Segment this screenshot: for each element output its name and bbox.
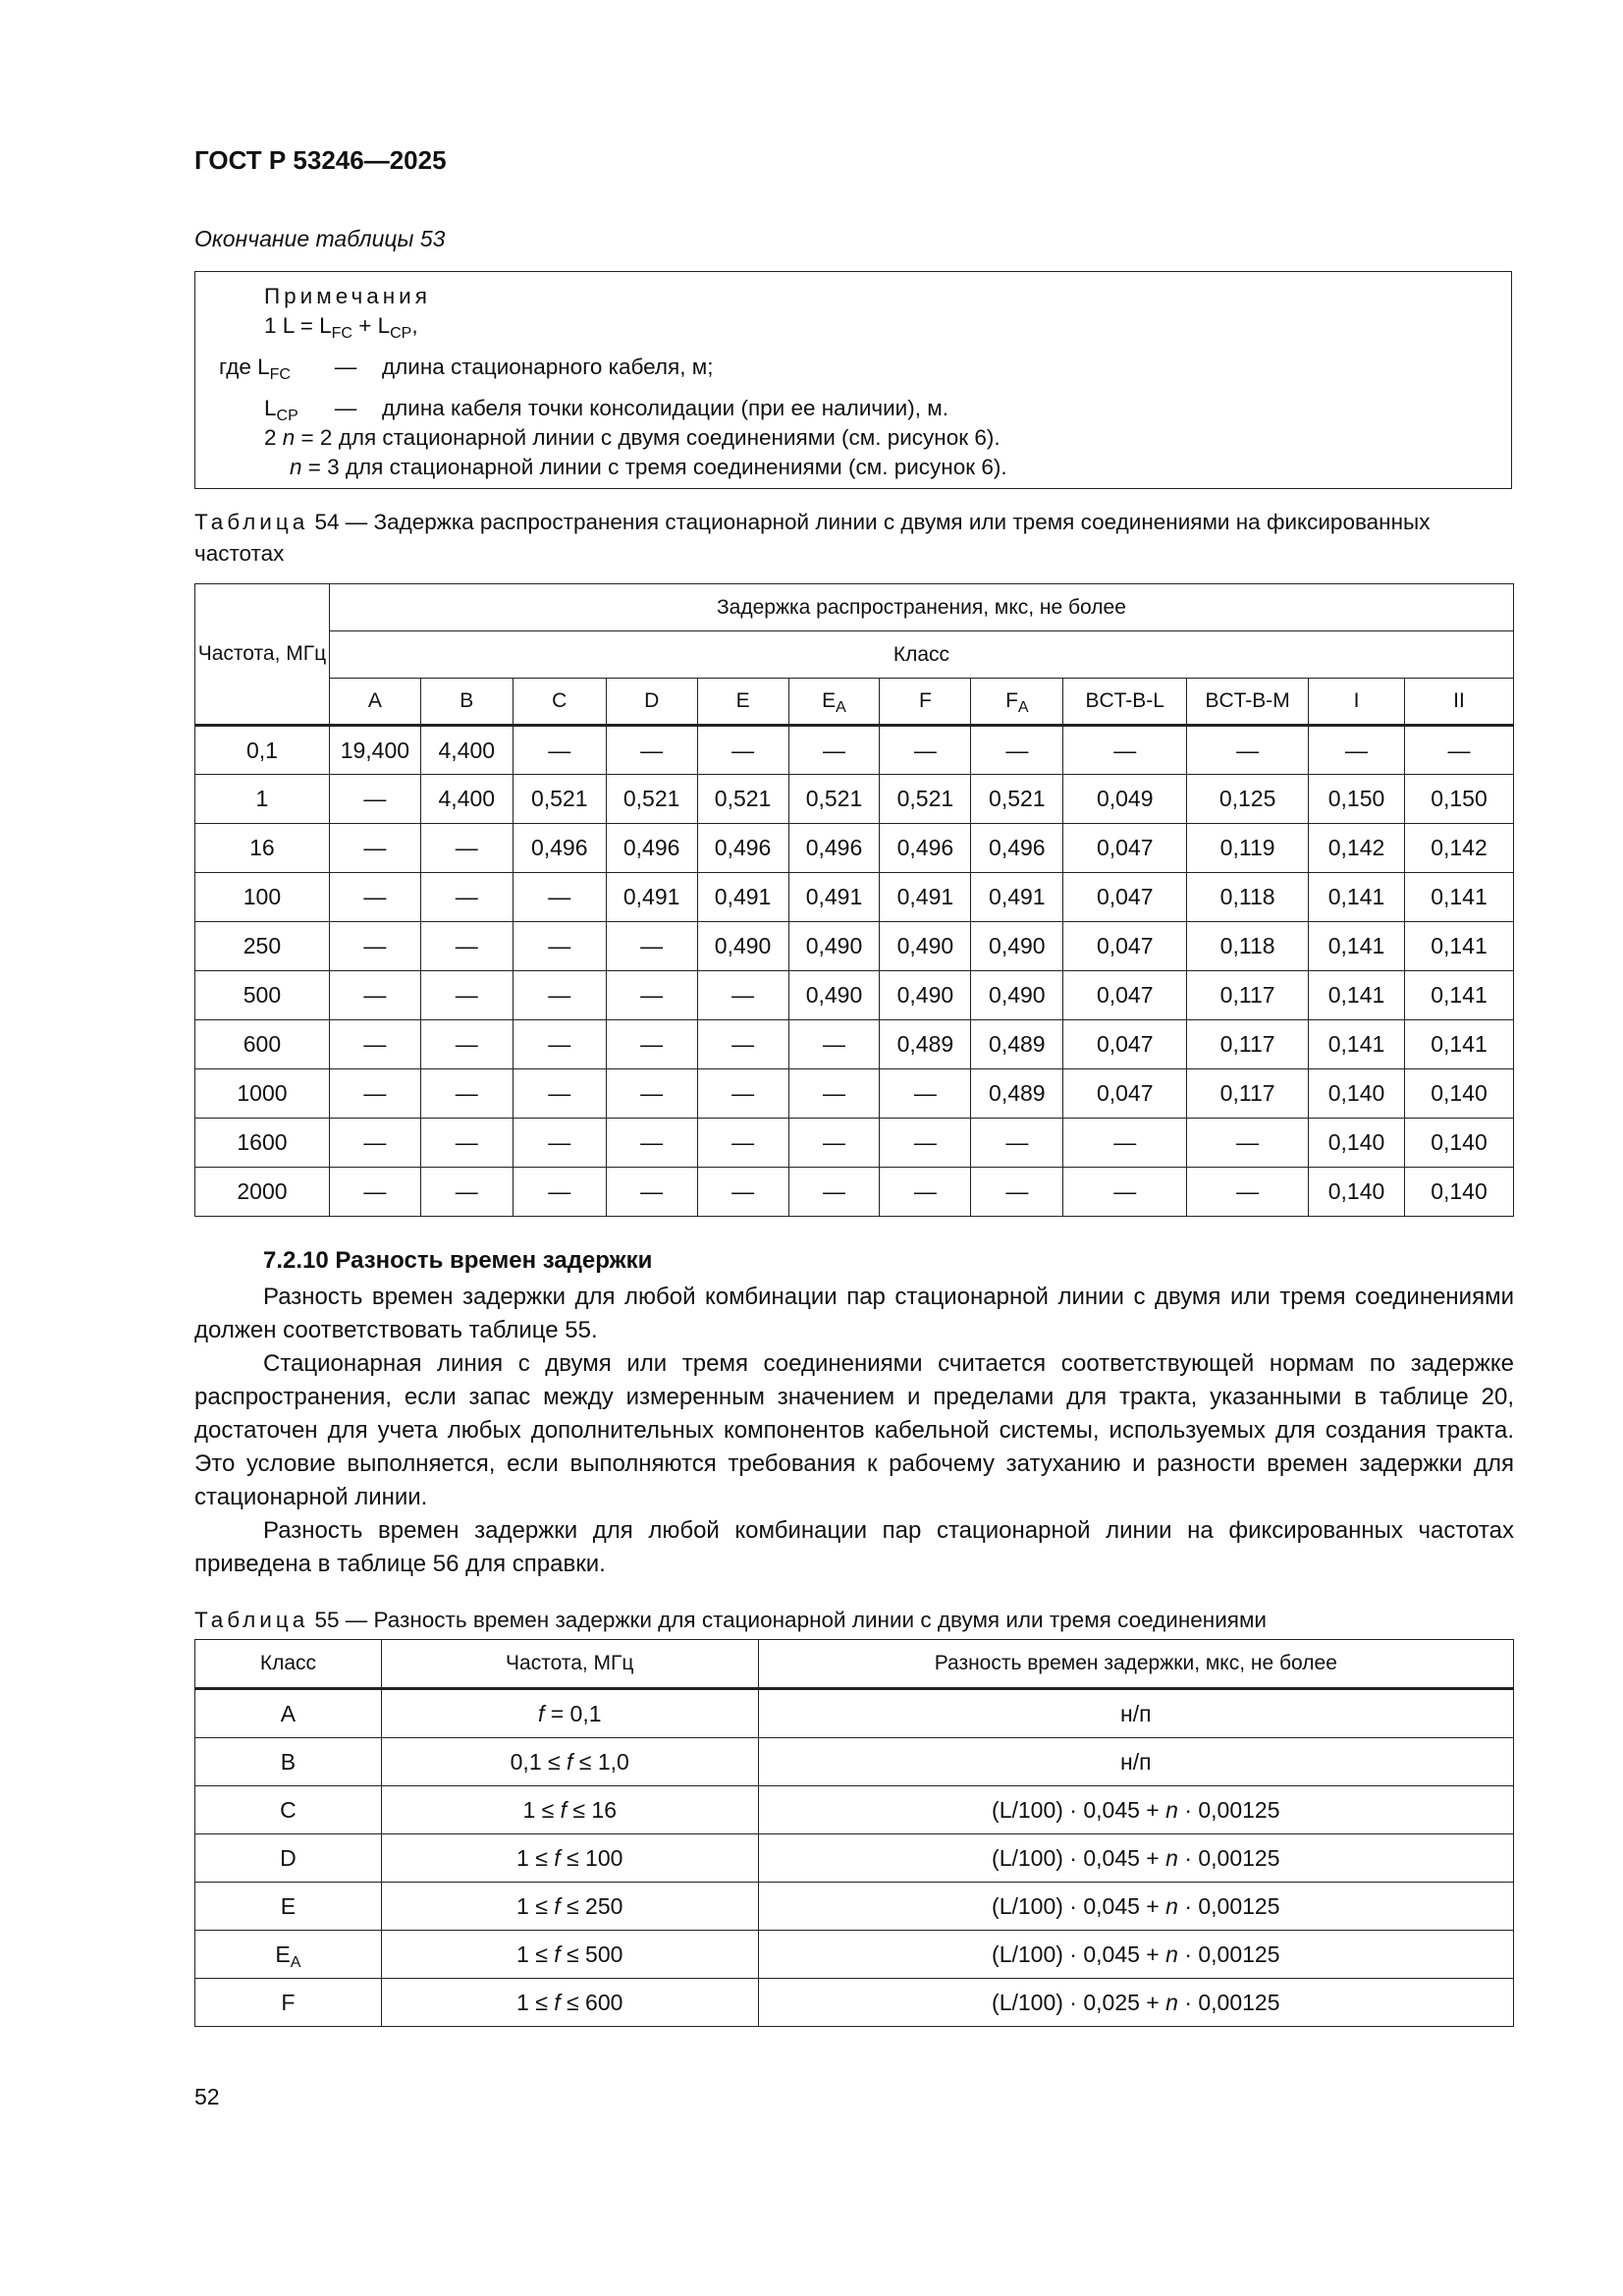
note1-def-fc-dash: —	[334, 355, 357, 379]
delay-cell: —	[606, 1069, 697, 1119]
frequency-cell: 1	[195, 775, 330, 824]
delay-cell: —	[420, 971, 513, 1020]
class-header-cell: BCT-B-L	[1063, 679, 1187, 726]
table-row	[195, 1020, 1514, 1069]
class-cell: D	[195, 1834, 382, 1883]
class-header-cell: $E_A$	[788, 679, 880, 726]
delay-cell: —	[788, 1119, 880, 1168]
delay-cell: 0,491	[606, 873, 697, 922]
frequency-range-cell: 1 ≤ f ≤ 100	[381, 1834, 758, 1883]
frequency-cell: 1000	[195, 1069, 330, 1119]
frequency-cell: 1600	[195, 1119, 330, 1168]
delay-diff-cell: (L/100) · 0,045 + n · 0,00125	[758, 1786, 1513, 1834]
delay-cell: —	[697, 726, 788, 775]
delay-cell: —	[513, 922, 606, 971]
delay-cell: 0,141	[1404, 1020, 1513, 1069]
delay-cell: —	[329, 775, 420, 824]
class-cell: B	[195, 1738, 382, 1786]
delay-cell: —	[880, 726, 971, 775]
delay-cell: —	[788, 1020, 880, 1069]
delay-cell: —	[697, 971, 788, 1020]
table-row	[195, 1786, 1514, 1834]
class-header-cell: F	[880, 679, 971, 726]
delay-diff-cell: (L/100) · 0,045 + n · 0,00125	[758, 1834, 1513, 1883]
delay-cell: 0,490	[788, 922, 880, 971]
table-row	[195, 1979, 1514, 2027]
delay-cell: 0,049	[1063, 775, 1187, 824]
delay-cell: 0,496	[788, 824, 880, 873]
delay-cell: 0,491	[880, 873, 971, 922]
delay-cell: —	[1187, 726, 1309, 775]
delay-cell: —	[606, 1168, 697, 1217]
delay-cell: 0,047	[1063, 824, 1187, 873]
delay-cell: 0,140	[1309, 1119, 1405, 1168]
delay-cell: —	[420, 1168, 513, 1217]
class-header-cell: B	[420, 679, 513, 726]
delay-cell: —	[329, 1119, 420, 1168]
delay-cell: —	[329, 1069, 420, 1119]
delay-cell: 0,489	[971, 1020, 1063, 1069]
delay-cell: 0,521	[606, 775, 697, 824]
frequency-cell: 100	[195, 873, 330, 922]
delay-cell: —	[1187, 1168, 1309, 1217]
delay-cell: —	[1063, 1119, 1187, 1168]
delay-cell: —	[420, 873, 513, 922]
delay-cell: 0,496	[971, 824, 1063, 873]
delay-cell: 0,141	[1404, 873, 1513, 922]
class-header-row	[195, 679, 1514, 726]
table54-caption: Таблица 54 — Задержка распространения стационарной линии с двумя или тремя соединениями на фиксированных частотах	[194, 510, 1431, 566]
delay-cell: 0,119	[1187, 824, 1309, 873]
delay-cell: 0,490	[880, 971, 971, 1020]
delay-cell: —	[971, 1168, 1063, 1217]
delay-cell: 0,490	[971, 971, 1063, 1020]
class-cell: $E_A$	[195, 1931, 382, 1979]
delay-cell: 0,150	[1404, 775, 1513, 824]
frequency-cell: 500	[195, 971, 330, 1020]
delay-cell: 0,489	[971, 1069, 1063, 1119]
delay-cell: 0,141	[1309, 922, 1405, 971]
table-row	[195, 1931, 1514, 1979]
delay-cell: —	[420, 922, 513, 971]
table-row	[195, 1883, 1514, 1931]
table-row	[195, 1119, 1514, 1168]
delay-cell: —	[606, 1020, 697, 1069]
frequency-cell: 250	[195, 922, 330, 971]
class-cell: E	[195, 1883, 382, 1931]
delay-cell: —	[513, 1020, 606, 1069]
delay-cell: —	[788, 726, 880, 775]
class-header-cell: A	[329, 679, 420, 726]
table-row	[195, 1069, 1514, 1119]
table-row	[195, 824, 1514, 873]
delay-cell: —	[1404, 726, 1513, 775]
delay-cell: —	[329, 1168, 420, 1217]
table-row	[195, 775, 1514, 824]
note1-def-fc: где $L_{FC}$	[219, 355, 291, 383]
table-row	[195, 726, 1514, 775]
delay-cell: 0,142	[1309, 824, 1405, 873]
delay-cell: 0,141	[1404, 971, 1513, 1020]
delay-cell: 0,118	[1187, 922, 1309, 971]
table-row	[195, 1168, 1514, 1217]
delay-cell: 0,141	[1309, 971, 1405, 1020]
delay-cell: —	[513, 1119, 606, 1168]
section-title: 7.2.10 Разность времен задержки	[263, 1247, 653, 1274]
page-number: 52	[194, 2084, 220, 2109]
delay-cell: 0,491	[971, 873, 1063, 922]
class-cell: C	[195, 1786, 382, 1834]
delay-diff-cell: н/п	[758, 1689, 1513, 1738]
delay-cell: —	[329, 922, 420, 971]
delay-cell: 0,521	[971, 775, 1063, 824]
delay-cell: 0,117	[1187, 971, 1309, 1020]
col-header-class: Класс	[195, 1640, 382, 1689]
delay-cell: 0,496	[697, 824, 788, 873]
delay-cell: —	[420, 1069, 513, 1119]
table53-notes	[194, 271, 1512, 489]
note2-line1: 2 n = 2 для стационарной линии с двумя соединениями (см. рисунок 6).	[264, 425, 1001, 450]
delay-cell: 0,521	[513, 775, 606, 824]
table55	[194, 1639, 1514, 2027]
delay-cell: —	[697, 1020, 788, 1069]
delay-cell: —	[329, 1020, 420, 1069]
delay-cell: 0,141	[1309, 1020, 1405, 1069]
paragraph-2: Стационарная линия с двумя или тремя соединениями считается соответствующей нормам по задержке распространения, если запас между измеренным значением и пределами для тракта, указанными в таблице 20, достаточен для учета любых дополнительных компонентов кабельной системы, используемых для создания тракта. Это условие выполняется, если выполняются требования к рабочему затуханию и разности времен задержки для стационарной линии.	[194, 1350, 1514, 1510]
col-header-frequency: Частота, МГц	[195, 584, 330, 726]
delay-cell: —	[513, 971, 606, 1020]
frequency-range-cell: 0,1 ≤ f ≤ 1,0	[381, 1738, 758, 1786]
delay-cell: 0,047	[1063, 922, 1187, 971]
delay-cell: —	[513, 1069, 606, 1119]
delay-cell: 0,490	[697, 922, 788, 971]
class-header-cell: BCT-B-M	[1187, 679, 1309, 726]
delay-cell: 4,400	[420, 726, 513, 775]
delay-cell: —	[788, 1168, 880, 1217]
delay-cell: 0,150	[1309, 775, 1405, 824]
table-row	[195, 922, 1514, 971]
frequency-cell: 0,1	[195, 726, 330, 775]
delay-cell: —	[1063, 1168, 1187, 1217]
delay-cell: —	[1063, 726, 1187, 775]
delay-cell: —	[697, 1168, 788, 1217]
table-row	[195, 873, 1514, 922]
delay-cell: 0,491	[697, 873, 788, 922]
delay-cell: —	[880, 1069, 971, 1119]
frequency-cell: 2000	[195, 1168, 330, 1217]
col-header-frequency: Частота, МГц	[381, 1640, 758, 1689]
delay-cell: —	[606, 922, 697, 971]
paragraph-1: Разность времен задержки для любой комбинации пар стационарной линии с двумя или тремя соединениями должен соответствовать таблице 55.	[194, 1284, 1514, 1343]
frequency-cell: 600	[195, 1020, 330, 1069]
delay-cell: 4,400	[420, 775, 513, 824]
delay-cell: 0,140	[1404, 1168, 1513, 1217]
table-row	[195, 1834, 1514, 1883]
table-row	[195, 971, 1514, 1020]
document-id: ГОСТ Р 53246—2025	[194, 145, 447, 175]
table54	[194, 583, 1514, 1217]
delay-cell: —	[329, 971, 420, 1020]
delay-cell: —	[788, 1069, 880, 1119]
delay-cell: 0,491	[788, 873, 880, 922]
col-header-delay-diff: Разность времен задержки, мкс, не более	[758, 1640, 1513, 1689]
delay-cell: 0,496	[606, 824, 697, 873]
class-header-cell: II	[1404, 679, 1513, 726]
delay-cell: —	[329, 824, 420, 873]
delay-diff-cell: н/п	[758, 1738, 1513, 1786]
delay-cell: 0,047	[1063, 971, 1187, 1020]
class-header-cell: D	[606, 679, 697, 726]
note1-def-cp: $L_{CP}$	[264, 396, 298, 424]
note1-def-cp-text: длина кабеля точки консолидации (при ее наличии), м.	[382, 396, 948, 420]
delay-cell: 0,117	[1187, 1020, 1309, 1069]
delay-cell: —	[606, 726, 697, 775]
note1-formula: 1 $L = L_{FC} + L_{CP}$,	[264, 313, 418, 342]
delay-cell: 0,521	[788, 775, 880, 824]
class-header-cell: $F_A$	[971, 679, 1063, 726]
delay-cell: 0,047	[1063, 1069, 1187, 1119]
table-continuation-caption: Окончание таблицы 53	[194, 226, 446, 251]
delay-cell: —	[971, 1119, 1063, 1168]
delay-cell: 0,141	[1404, 922, 1513, 971]
delay-cell: 0,125	[1187, 775, 1309, 824]
frequency-range-cell: 1 ≤ f ≤ 250	[381, 1883, 758, 1931]
frequency-range-cell: 1 ≤ f ≤ 16	[381, 1786, 758, 1834]
delay-cell: 0,521	[697, 775, 788, 824]
delay-cell: 0,490	[788, 971, 880, 1020]
delay-cell: —	[420, 824, 513, 873]
class-header-cell: I	[1309, 679, 1405, 726]
delay-diff-cell: (L/100) · 0,025 + n · 0,00125	[758, 1979, 1513, 2027]
frequency-range-cell: f = 0,1	[381, 1689, 758, 1738]
delay-cell: 0,489	[880, 1020, 971, 1069]
delay-cell: 0,490	[971, 922, 1063, 971]
delay-cell: —	[513, 1168, 606, 1217]
delay-diff-cell: (L/100) · 0,045 + n · 0,00125	[758, 1931, 1513, 1979]
note2-line2: n = 3 для стационарной линии с тремя соединениями (см. рисунок 6).	[290, 455, 1007, 479]
note1-def-fc-text: длина стационарного кабеля, м;	[382, 355, 714, 379]
delay-cell: —	[606, 971, 697, 1020]
table-row	[195, 1689, 1514, 1738]
delay-cell: 0,521	[880, 775, 971, 824]
delay-cell: 0,047	[1063, 873, 1187, 922]
delay-cell: 0,117	[1187, 1069, 1309, 1119]
delay-cell: 0,047	[1063, 1020, 1187, 1069]
delay-cell: —	[513, 726, 606, 775]
delay-cell: —	[420, 1020, 513, 1069]
delay-cell: —	[1187, 1119, 1309, 1168]
col-header-class: Класс	[329, 631, 1513, 679]
delay-cell: —	[606, 1119, 697, 1168]
paragraph-3: Разность времен задержки для любой комбинации пар стационарной линии на фиксированных частотах приведена в таблице 56 для справки.	[194, 1517, 1514, 1577]
class-cell: A	[195, 1689, 382, 1738]
delay-cell: —	[880, 1119, 971, 1168]
delay-cell: —	[329, 873, 420, 922]
delay-cell: 0,142	[1404, 824, 1513, 873]
col-header-delay: Задержка распространения, мкс, не более	[329, 584, 1513, 631]
delay-cell: 0,140	[1309, 1069, 1405, 1119]
class-cell: F	[195, 1979, 382, 2027]
delay-cell: 0,140	[1404, 1119, 1513, 1168]
table55-caption: Таблица 55 — Разность времен задержки для стационарной линии с двумя или тремя соединениями	[194, 1608, 1267, 1632]
delay-cell: —	[880, 1168, 971, 1217]
frequency-range-cell: 1 ≤ f ≤ 500	[381, 1931, 758, 1979]
delay-cell: 0,490	[880, 922, 971, 971]
delay-cell: —	[697, 1069, 788, 1119]
delay-cell: —	[420, 1119, 513, 1168]
note1-def-cp-dash: —	[334, 396, 357, 420]
delay-cell: —	[1309, 726, 1405, 775]
delay-cell: 0,140	[1309, 1168, 1405, 1217]
delay-diff-cell: (L/100) · 0,045 + n · 0,00125	[758, 1883, 1513, 1931]
class-header-cell: E	[697, 679, 788, 726]
delay-cell: 0,496	[880, 824, 971, 873]
delay-cell: 0,496	[513, 824, 606, 873]
delay-cell: 19,400	[329, 726, 420, 775]
delay-cell: —	[971, 726, 1063, 775]
table-row	[195, 1738, 1514, 1786]
notes-title: Примечания	[264, 284, 431, 308]
delay-cell: 0,141	[1309, 873, 1405, 922]
delay-cell: 0,140	[1404, 1069, 1513, 1119]
class-header-cell: C	[513, 679, 606, 726]
delay-cell: —	[513, 873, 606, 922]
frequency-range-cell: 1 ≤ f ≤ 600	[381, 1979, 758, 2027]
frequency-cell: 16	[195, 824, 330, 873]
delay-cell: 0,118	[1187, 873, 1309, 922]
delay-cell: —	[697, 1119, 788, 1168]
